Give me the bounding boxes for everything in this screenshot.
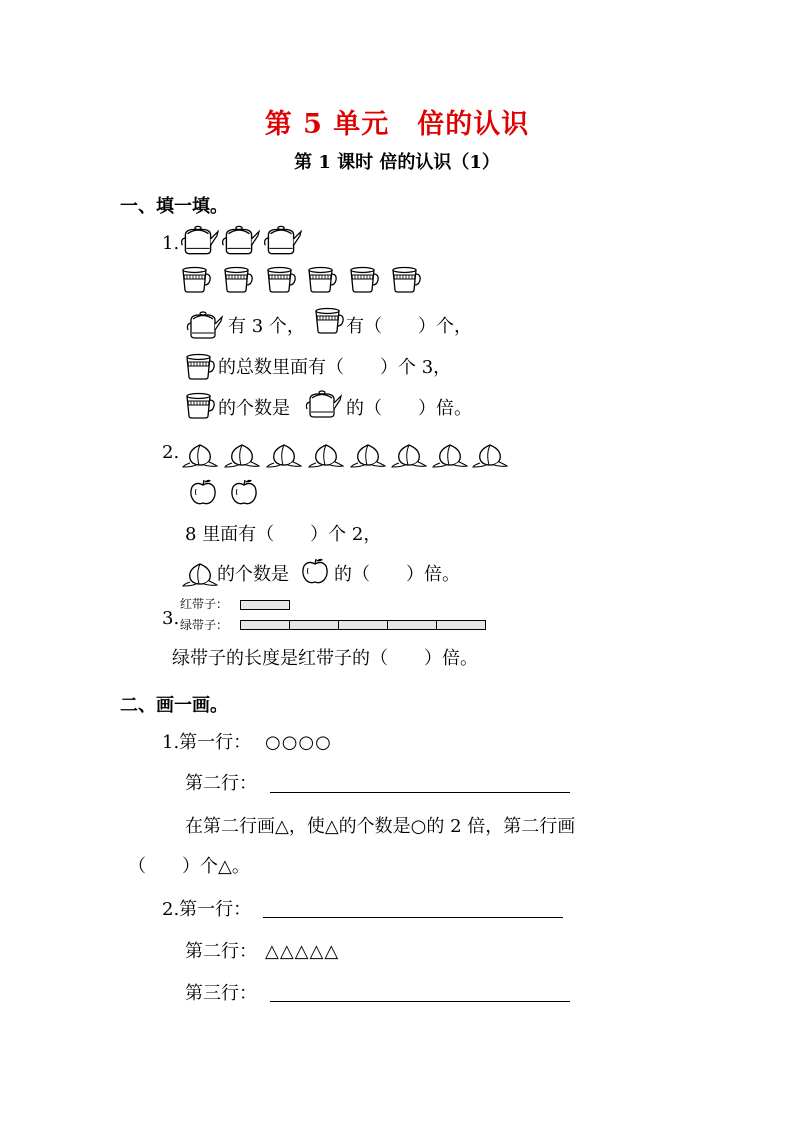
q1-line3-text-a: 的个数是 bbox=[218, 398, 290, 419]
green-ribbon-segment bbox=[388, 621, 437, 629]
cup-icon bbox=[183, 391, 215, 419]
cup-icon bbox=[264, 265, 296, 293]
question-number: 1. bbox=[162, 233, 180, 254]
q1-line3-text-b: 的（ ）倍。 bbox=[346, 398, 472, 419]
section-heading-fill: 一、填一填。 bbox=[120, 196, 228, 217]
red-ribbon-bar bbox=[240, 600, 290, 610]
peach-icon bbox=[391, 442, 427, 468]
cup-icon bbox=[305, 265, 337, 293]
section-heading-draw: 二、画一画。 bbox=[120, 695, 228, 716]
green-ribbon-segment bbox=[290, 621, 339, 629]
q1-instruction-cont: （ ）个△。 bbox=[128, 856, 250, 877]
peach-icon bbox=[182, 561, 218, 587]
red-ribbon-label: 红带子： bbox=[180, 597, 229, 611]
cup-icon bbox=[312, 306, 344, 334]
answer-line[interactable] bbox=[263, 917, 563, 918]
q1-row1-label: 1.第一行： bbox=[162, 732, 252, 753]
apple-icon bbox=[229, 478, 259, 506]
answer-line[interactable] bbox=[270, 792, 570, 793]
kettle-icon bbox=[260, 224, 302, 256]
lesson-subtitle: 第 1 课时 倍的认识（1） bbox=[294, 152, 500, 173]
triangle-shapes: △△△△△ bbox=[265, 941, 340, 962]
answer-line[interactable] bbox=[270, 1001, 570, 1002]
circle-shapes: ○○○○ bbox=[265, 732, 332, 753]
kettle-icon bbox=[302, 389, 342, 419]
q1-instruction: 在第二行画△，使△的个数是○的 2 倍，第二行画 bbox=[185, 816, 576, 837]
cup-icon bbox=[347, 265, 379, 293]
q2-line2-text-a: 的个数是 bbox=[217, 564, 289, 585]
q2-row2-label: 第二行： bbox=[185, 941, 257, 962]
q1-line1-text-b: 有（ ）个， bbox=[346, 316, 472, 337]
peach-icon bbox=[432, 442, 468, 468]
q1-line1-text-a: 有 3 个， bbox=[228, 316, 305, 337]
q2-row3-label: 第三行： bbox=[185, 983, 257, 1004]
green-ribbon-segment bbox=[437, 621, 485, 629]
q2-line2-text-b: 的（ ）倍。 bbox=[334, 564, 460, 585]
cup-icon bbox=[221, 265, 253, 293]
green-ribbon-label: 绿带子： bbox=[180, 618, 229, 632]
q3-question-text: 绿带子的长度是红带子的（ ）倍。 bbox=[172, 648, 478, 669]
cup-icon bbox=[183, 352, 215, 380]
cup-icon bbox=[179, 265, 211, 293]
green-ribbon-segment bbox=[241, 621, 290, 629]
peach-icon bbox=[266, 442, 302, 468]
peach-icon bbox=[224, 442, 260, 468]
q1-line2-text: 的总数里面有（ ）个 3， bbox=[218, 357, 452, 378]
q2-line1-text: 8 里面有（ ）个 2， bbox=[185, 524, 382, 545]
q2-row1-label: 2.第一行： bbox=[162, 899, 252, 920]
q1-row2-label: 第二行： bbox=[185, 773, 257, 794]
kettle-icon bbox=[177, 224, 219, 256]
question-number: 2. bbox=[162, 442, 180, 463]
kettle-icon bbox=[218, 224, 260, 256]
peach-icon bbox=[308, 442, 344, 468]
green-ribbon-segment bbox=[339, 621, 388, 629]
peach-icon bbox=[182, 442, 218, 468]
apple-icon bbox=[188, 478, 218, 506]
peach-icon bbox=[472, 442, 508, 468]
page-title: 第 5 单元 倍的认识 bbox=[264, 109, 530, 140]
cup-icon bbox=[389, 265, 421, 293]
question-number: 3. bbox=[162, 608, 180, 629]
kettle-icon bbox=[183, 310, 223, 340]
peach-icon bbox=[350, 442, 386, 468]
apple-icon bbox=[300, 557, 330, 585]
green-ribbon-bar bbox=[240, 620, 486, 630]
